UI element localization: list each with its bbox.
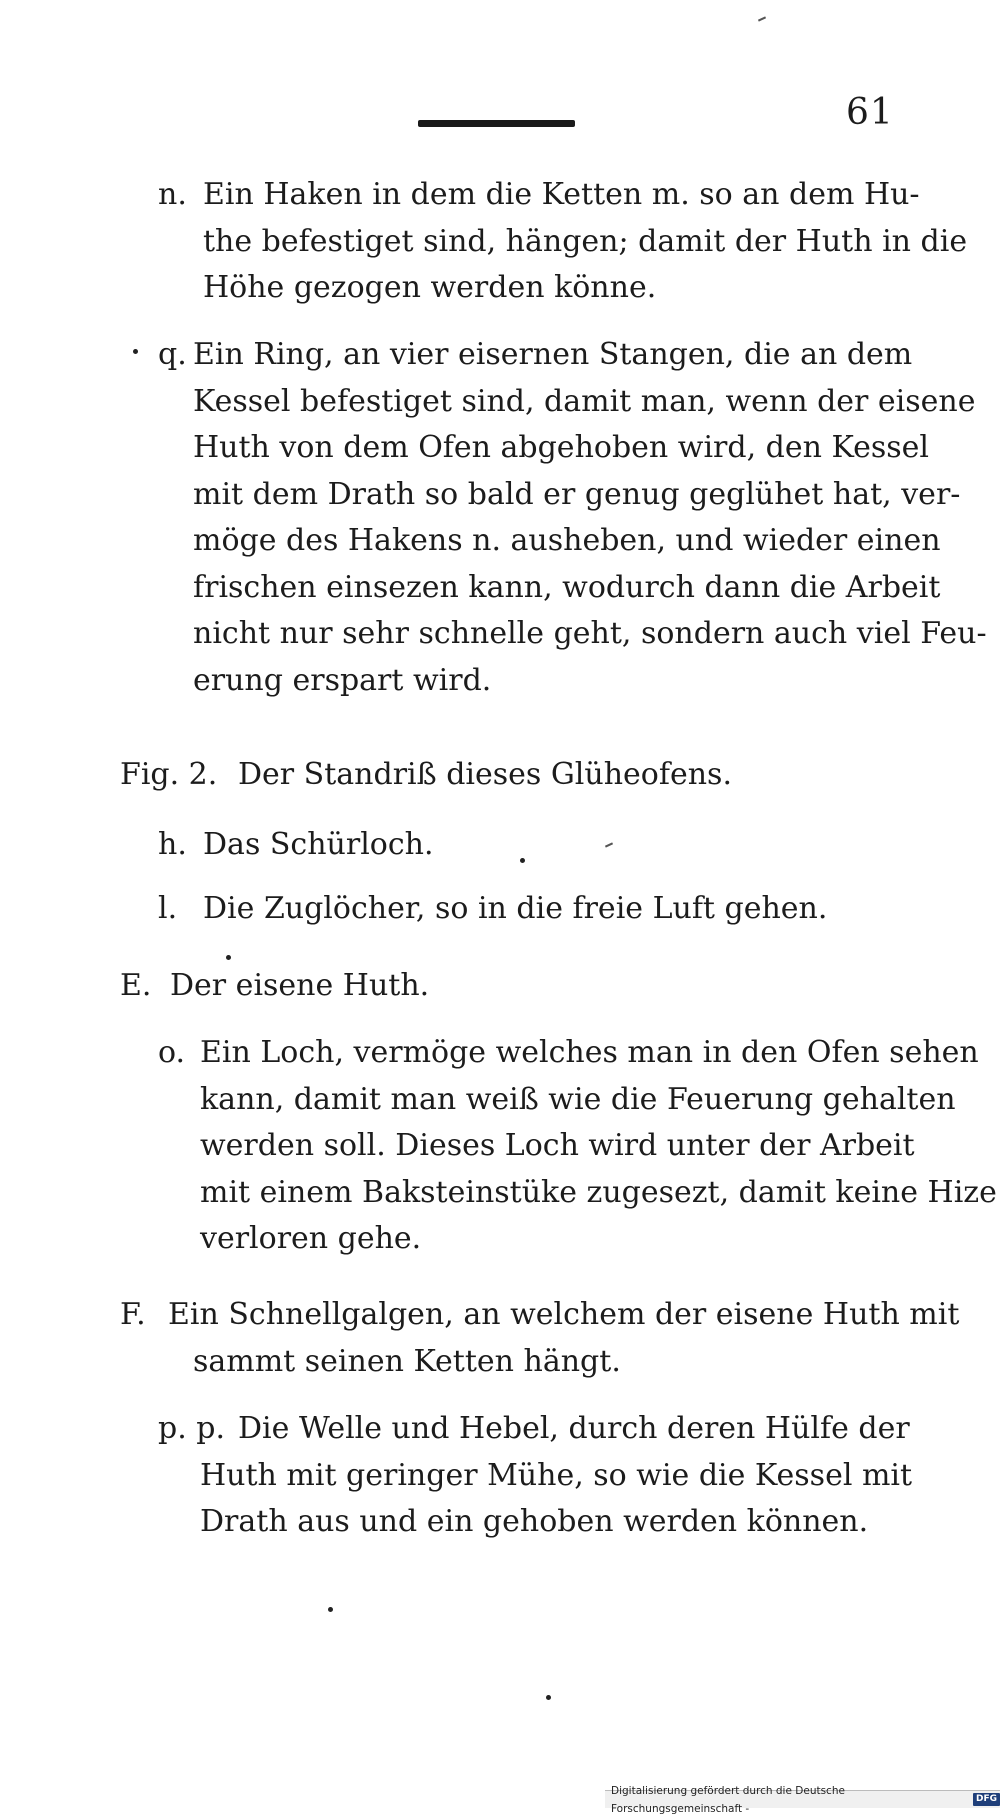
legend-entry-f	[0, 1292, 1000, 1392]
entry-text	[168, 1292, 960, 1385]
entry-label: F.	[120, 1297, 146, 1332]
text-line: Der Standriß dieses Glüheofens.	[238, 757, 732, 792]
text-line: erung erspart wird.	[193, 662, 492, 698]
entry-label: p. p.	[158, 1411, 226, 1446]
header-rule	[418, 120, 575, 127]
entry-label: q.	[158, 337, 187, 372]
footer-text: Digitalisierung gefördert durch die Deutsche Forschungsgemeinschaft -	[611, 1784, 845, 1815]
text-line: mit einem Baksteinstüke zugesezt, damit keine Hize	[200, 1174, 997, 1210]
entry-text	[203, 822, 603, 869]
entry-label: o.	[158, 1035, 186, 1070]
entry-text	[193, 332, 987, 704]
text-line: mit dem Drath so bald er genug geglühet hat, ver-	[193, 476, 961, 512]
text-line: Huth mit geringer Mühe, so wie die Kessel mit	[200, 1457, 913, 1493]
legend-entry-h	[0, 822, 1000, 872]
entry-label: E.	[120, 968, 152, 1003]
scan-speck	[226, 955, 231, 960]
entry-label: h.	[158, 827, 187, 862]
page-number: 61	[846, 92, 894, 133]
scan-speck	[546, 1695, 551, 1700]
legend-entry-o	[0, 1030, 1000, 1270]
entry-text	[200, 1406, 913, 1546]
entry-text	[200, 1030, 997, 1263]
text-line: kann, damit man weiß wie die Feuerung gehalten	[200, 1081, 956, 1117]
text-line: Das Schürloch.	[203, 827, 434, 862]
text-line: verloren gehe.	[200, 1221, 422, 1256]
legend-entry-n	[0, 172, 1000, 322]
text-line: Die Zuglöcher, so in die freie Luft gehen.	[203, 891, 828, 926]
dfg-logo: DFG	[973, 1793, 1000, 1806]
entry-text	[238, 752, 838, 799]
legend-entry-e	[0, 963, 1000, 1013]
text-line: Ein Ring, an vier eisernen Stangen, die an dem	[193, 337, 913, 372]
text-line: Der eisene Huth.	[170, 968, 430, 1003]
scan-speck	[520, 858, 525, 863]
text-line: Drath aus und ein gehoben werden können.	[200, 1504, 869, 1539]
text-line: Kessel befestiget sind, damit man, wenn der eisene	[193, 383, 976, 419]
entry-text	[203, 172, 968, 312]
text-line: Die Welle und Hebel, durch deren Hülfe der	[238, 1411, 910, 1446]
text-line: the befestiget sind, hängen; damit der Huth in die	[203, 223, 968, 259]
scan-speck	[133, 349, 138, 354]
entry-label: l.	[158, 891, 178, 926]
entry-label: Fig. 2.	[120, 757, 218, 792]
text-line: möge des Hakens n. ausheben, und wieder einen	[193, 523, 941, 558]
legend-entry-q	[0, 332, 1000, 712]
text-line: Ein Haken in dem die Ketten m. so an dem Hu-	[203, 177, 920, 212]
legend-entry-fig2	[0, 752, 1000, 802]
entry-label: n.	[158, 177, 187, 212]
text-line: frischen einsezen kann, wodurch dann die Arbeit	[193, 569, 941, 605]
legend-entry-l	[0, 886, 1000, 936]
legend-entry-pp	[0, 1406, 1000, 1556]
scan-speck	[328, 1607, 333, 1612]
entry-text	[203, 886, 843, 933]
digitization-footer	[605, 1784, 1000, 1815]
entry-text	[170, 963, 570, 1010]
text-line: Huth von dem Ofen abgehoben wird, den Kessel	[193, 430, 929, 465]
text-line: Ein Schnellgalgen, an welchem der eisene Huth mit	[168, 1297, 960, 1332]
text-line: nicht nur sehr schnelle geht, sondern auch viel Feu-	[193, 616, 987, 651]
scan-mark	[758, 16, 766, 21]
text-line: werden soll. Dieses Loch wird unter der Arbeit	[200, 1128, 915, 1163]
text-line: sammt seinen Ketten hängt.	[193, 1343, 621, 1379]
text-line: Höhe gezogen werden könne.	[203, 270, 657, 305]
text-line: Ein Loch, vermöge welches man in den Ofen sehen	[200, 1035, 979, 1070]
